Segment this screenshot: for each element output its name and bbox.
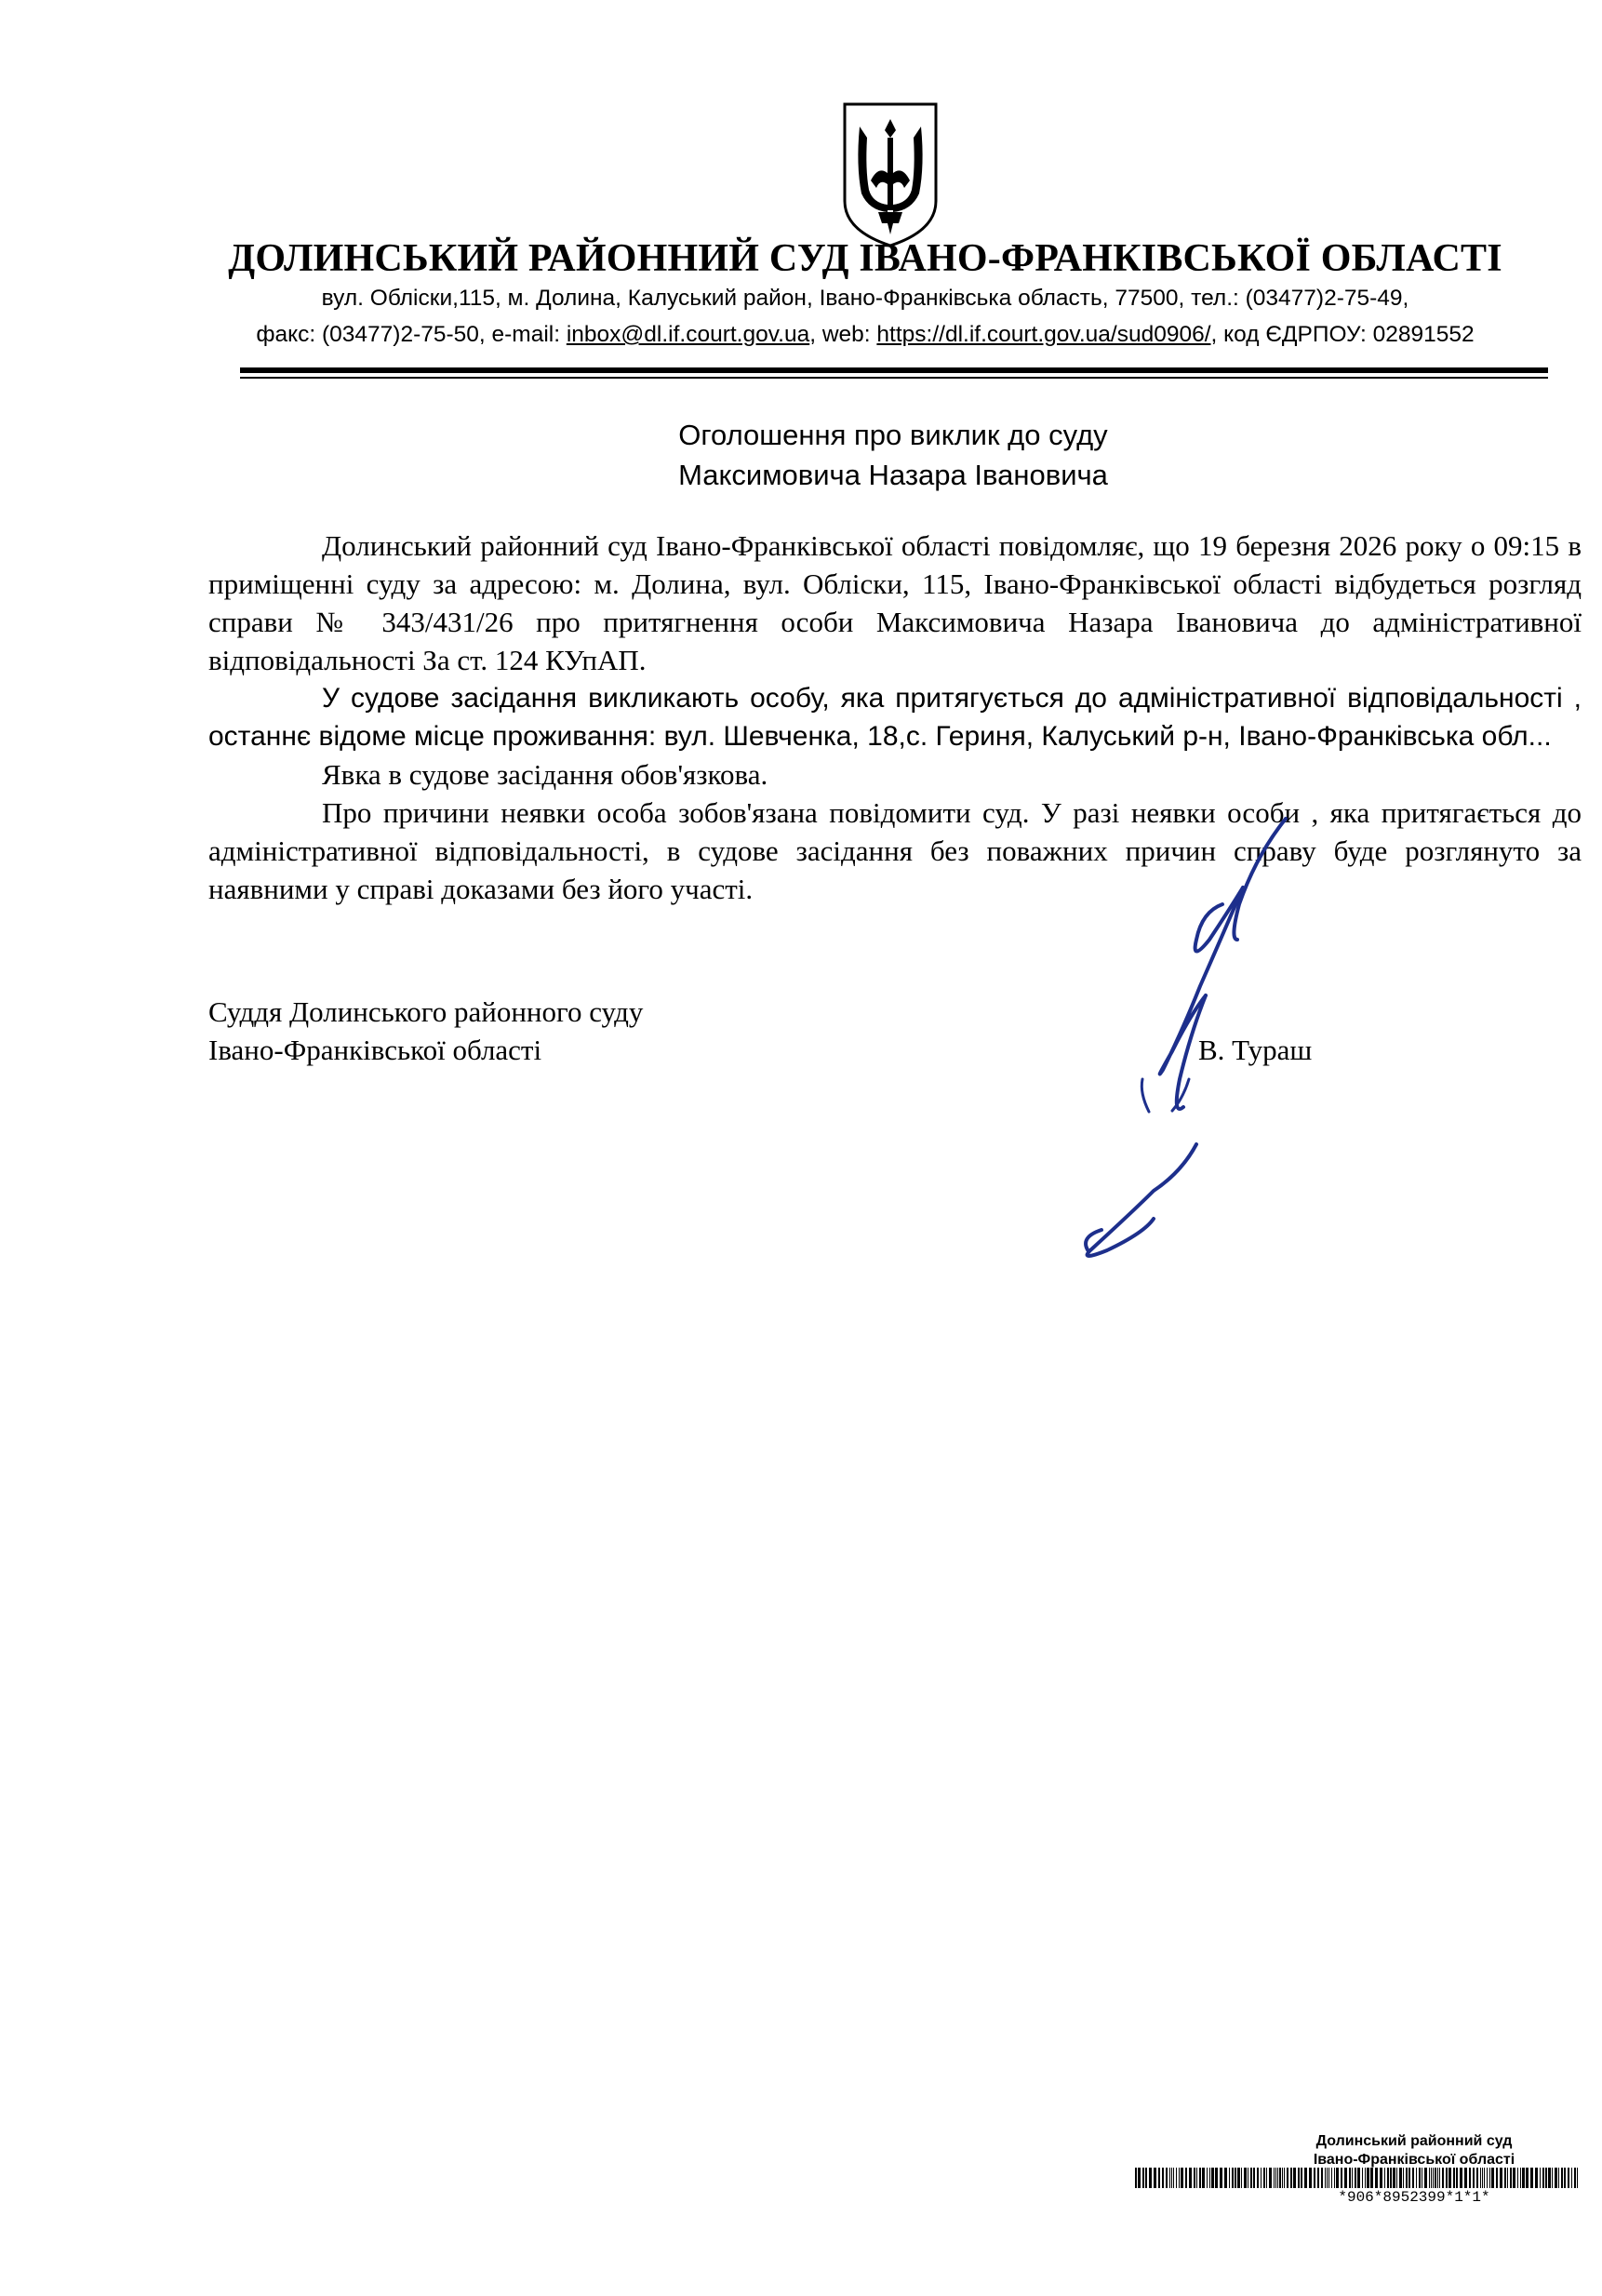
barcode-bar	[1500, 2168, 1502, 2188]
barcode-bar	[1387, 2168, 1389, 2188]
barcode-bar	[1298, 2168, 1300, 2188]
barcode-bar	[1507, 2168, 1508, 2188]
barcode-bar	[1574, 2168, 1576, 2188]
barcode-bar	[1453, 2168, 1455, 2188]
letterhead-divider	[240, 367, 1548, 373]
barcode-bar	[1517, 2168, 1518, 2188]
barcode-bar	[1365, 2168, 1366, 2188]
email-link[interactable]: inbox@dl.if.court.gov.ua	[566, 322, 810, 347]
barcode-bar	[1448, 2168, 1451, 2188]
barcode-bar	[1473, 2168, 1475, 2188]
barcode-bar	[1194, 2168, 1195, 2188]
barcode-bar	[1241, 2168, 1242, 2188]
court-contacts	[214, 322, 1516, 348]
barcode-bar	[1317, 2168, 1319, 2188]
barcode-bar	[1564, 2168, 1566, 2188]
barcode-bar	[1433, 2168, 1434, 2188]
stamp-region: Івано-Франківської області	[1313, 2152, 1515, 2168]
letterhead-divider-thin	[240, 377, 1548, 379]
barcode-bar	[1325, 2168, 1326, 2188]
barcode-bar	[1435, 2168, 1436, 2188]
barcode-bar	[1484, 2168, 1485, 2188]
judge-name: В. Тураш	[1198, 1034, 1313, 1066]
website-link[interactable]: https://dl.if.court.gov.ua/sud0906/	[876, 322, 1211, 347]
attendance-paragraph: Явка в судове засідання обов'язкова.	[322, 758, 768, 791]
barcode-bar	[1171, 2168, 1172, 2188]
barcode-bar	[1189, 2168, 1192, 2188]
barcode-bar	[1275, 2168, 1276, 2188]
barcode-bar	[1571, 2168, 1572, 2188]
hearing-paragraph: Долинський районний суд Івано-Франківської області повідомляє, що 19 березня 2026 року о 09:15 в приміщенні суду за адресою: м. Долина, вул. Обліски, 115, Івано-Франківської області відбудеться розгляд справи № 343/431/26 про притягнення особи Максимовича Назара Івановича до адміністративної відповідальності За ст. 124 КУпАП.	[208, 529, 1582, 676]
barcode-bar	[1235, 2168, 1236, 2188]
judge-position-line1: Суддя Долинського районного суду	[208, 995, 644, 1028]
summons-paragraph: У судове засідання викликають особу, яка притягується до адміністративної відповідальності , останнє відоме місце проживання: вул. Шевченка, 18,с. Гериня, Калуський р-н, Івано-Франківська обл...	[208, 683, 1582, 752]
barcode-bar	[1513, 2168, 1515, 2188]
barcode-bar	[1220, 2168, 1222, 2188]
barcode-bar	[1558, 2168, 1559, 2188]
barcode-bar	[1540, 2168, 1541, 2188]
stamp-court-name: Долинський районний суд	[1315, 2133, 1513, 2149]
notice-title: Оголошення про виклик до суду	[678, 419, 1108, 451]
barcode-bar	[1552, 2168, 1553, 2188]
barcode-bar	[1568, 2168, 1569, 2188]
barcode-bar	[1545, 2168, 1547, 2188]
barcode-bar	[1456, 2168, 1458, 2188]
barcode-bar	[1464, 2168, 1467, 2188]
barcode-bar	[1257, 2168, 1259, 2188]
barcode-bar	[1487, 2168, 1488, 2188]
barcode-bar	[1561, 2168, 1563, 2188]
notice-body	[208, 527, 1582, 908]
barcode-bar	[1290, 2168, 1292, 2188]
barcode-bar	[1196, 2168, 1197, 2188]
web-prefix: , web:	[809, 322, 877, 347]
barcode-bar	[1309, 2168, 1312, 2188]
edrpou-code: , код ЄДРПОУ: 02891552	[1210, 322, 1475, 347]
barcode-bar	[1274, 2168, 1275, 2188]
barcode-bar	[1496, 2168, 1498, 2188]
barcode-bar	[1341, 2168, 1342, 2188]
barcode-bar	[1135, 2168, 1137, 2188]
barcode-bar	[1336, 2168, 1339, 2188]
barcode-bar	[1489, 2168, 1490, 2188]
barcode-bar	[1520, 2168, 1521, 2188]
barcode-bar	[1408, 2168, 1410, 2188]
barcode-bar	[1555, 2168, 1557, 2188]
court-address: вул. Обліски,115, м. Долина, Калуський район, Івано-Франківська область, 77500, тел.: (03477)2-75-49,	[321, 286, 1409, 311]
barcode-bar	[1215, 2168, 1218, 2188]
barcode-bar	[1314, 2168, 1315, 2188]
barcode-bar	[1250, 2168, 1252, 2188]
barcode-bar	[1442, 2168, 1444, 2188]
fax-text: факс: (03477)2-75-50, e-mail:	[256, 322, 567, 347]
barcode-bar	[1380, 2168, 1382, 2188]
barcode-bar	[1176, 2168, 1177, 2188]
barcode-bar	[1416, 2168, 1417, 2188]
barcode-bar	[1439, 2168, 1440, 2188]
barcode-bar	[1284, 2168, 1285, 2188]
barcode-bar	[1357, 2168, 1360, 2188]
barcode-bar	[1158, 2168, 1160, 2188]
barcode-bar	[1460, 2168, 1462, 2188]
barcode-bar	[1301, 2168, 1302, 2188]
barcode-bar	[1469, 2168, 1471, 2188]
barcode-bar	[1344, 2168, 1347, 2188]
barcode	[1135, 2168, 1582, 2188]
barcode-bar	[1542, 2168, 1544, 2188]
barcode-bar	[1229, 2168, 1230, 2188]
barcode-bar	[1437, 2168, 1438, 2188]
barcode-bar	[1375, 2168, 1378, 2188]
barcode-bar	[1232, 2168, 1234, 2188]
barcode-bar	[1491, 2168, 1494, 2188]
barcode-bar	[1431, 2168, 1432, 2188]
barcode-bar	[1510, 2168, 1512, 2188]
barcode-bar	[1166, 2168, 1168, 2188]
barcode-bar	[1384, 2168, 1385, 2188]
judge-position-line2: Івано-Франківської області	[208, 1034, 542, 1066]
barcode-bar	[1577, 2168, 1578, 2188]
barcode-bar	[1138, 2168, 1141, 2188]
barcode-bar	[1207, 2168, 1208, 2188]
barcode-bar	[1403, 2168, 1404, 2188]
barcode-bar	[1530, 2168, 1533, 2188]
barcode-bar	[1277, 2168, 1278, 2188]
barcode-bar	[1293, 2168, 1296, 2188]
barcode-bar	[1328, 2168, 1329, 2188]
barcode-bar	[1261, 2168, 1262, 2188]
absence-paragraph: Про причини неявки особа зобов'язана повідомити суд. У разі неявки особи , яка притягається до адміністративної відповідальності, в судове засідання без поважних причин справу буде розглянуто за наявними у справі доказами без його участі.	[208, 796, 1582, 905]
barcode-bar	[1269, 2168, 1272, 2188]
barcode-bar	[1367, 2168, 1369, 2188]
barcode-bar	[1142, 2168, 1144, 2188]
barcode-bar	[1390, 2168, 1392, 2188]
stamp-code: *906*8952399*1*1*	[1338, 2189, 1490, 2206]
barcode-bar	[1419, 2168, 1421, 2188]
barcode-bar	[1253, 2168, 1255, 2188]
barcode-bar	[1349, 2168, 1351, 2188]
barcode-bar	[1476, 2168, 1478, 2188]
barcode-bar	[1424, 2168, 1427, 2188]
barcode-bar	[1211, 2168, 1214, 2188]
barcode-bar	[1199, 2168, 1201, 2188]
barcode-bar	[1526, 2168, 1529, 2188]
barcode-bar	[1202, 2168, 1205, 2188]
trident-icon	[841, 100, 940, 247]
barcode-bar	[1399, 2168, 1402, 2188]
court-name: ДОЛИНСЬКИЙ РАЙОННИЙ СУД ІВАНО-ФРАНКІВСЬКОЇ ОБЛАСТІ	[228, 237, 1502, 280]
barcode-bar	[1406, 2168, 1408, 2188]
barcode-bar	[1266, 2168, 1267, 2188]
barcode-bar	[1149, 2168, 1152, 2188]
barcode-bar	[1396, 2168, 1397, 2188]
barcode-bar	[1522, 2168, 1525, 2188]
barcode-bar	[1237, 2168, 1240, 2188]
barcode-bar	[1446, 2168, 1448, 2188]
barcode-bar	[1362, 2168, 1363, 2188]
barcode-bar	[1304, 2168, 1307, 2188]
barcode-bar	[1185, 2168, 1187, 2188]
barcode-bar	[1321, 2168, 1323, 2188]
barcode-bar	[1244, 2168, 1247, 2188]
barcode-bar	[1169, 2168, 1170, 2188]
barcode-bar	[1154, 2168, 1156, 2188]
barcode-bar	[1327, 2168, 1328, 2188]
barcode-bar	[1173, 2168, 1174, 2188]
barcode-bar	[1412, 2168, 1414, 2188]
barcode-bar	[1331, 2168, 1332, 2188]
barcode-bar	[1370, 2168, 1373, 2188]
barcode-bar	[1282, 2168, 1283, 2188]
barcode-bar	[1480, 2168, 1481, 2188]
barcode-bar	[1352, 2168, 1353, 2188]
barcode-bar	[1429, 2168, 1430, 2188]
handwritten-signature	[1023, 800, 1330, 1284]
notice-addressee: Максимовича Назара Івановича	[678, 459, 1108, 491]
barcode-bar	[1181, 2168, 1183, 2188]
barcode-bar	[1209, 2168, 1210, 2188]
barcode-bar	[1482, 2168, 1483, 2188]
barcode-bar	[1162, 2168, 1164, 2188]
barcode-bar	[1224, 2168, 1227, 2188]
barcode-bar	[1179, 2168, 1180, 2188]
barcode-bar	[1535, 2168, 1538, 2188]
barcode-bar	[1548, 2168, 1551, 2188]
barcode-bar	[1355, 2168, 1356, 2188]
barcode-bar	[1287, 2168, 1288, 2188]
barcode-bar	[1145, 2168, 1147, 2188]
barcode-bar	[1263, 2168, 1265, 2188]
barcode-bar	[1393, 2168, 1395, 2188]
barcode-bar	[1334, 2168, 1335, 2188]
barcode-bar	[1504, 2168, 1506, 2188]
barcode-bar	[1279, 2168, 1281, 2188]
